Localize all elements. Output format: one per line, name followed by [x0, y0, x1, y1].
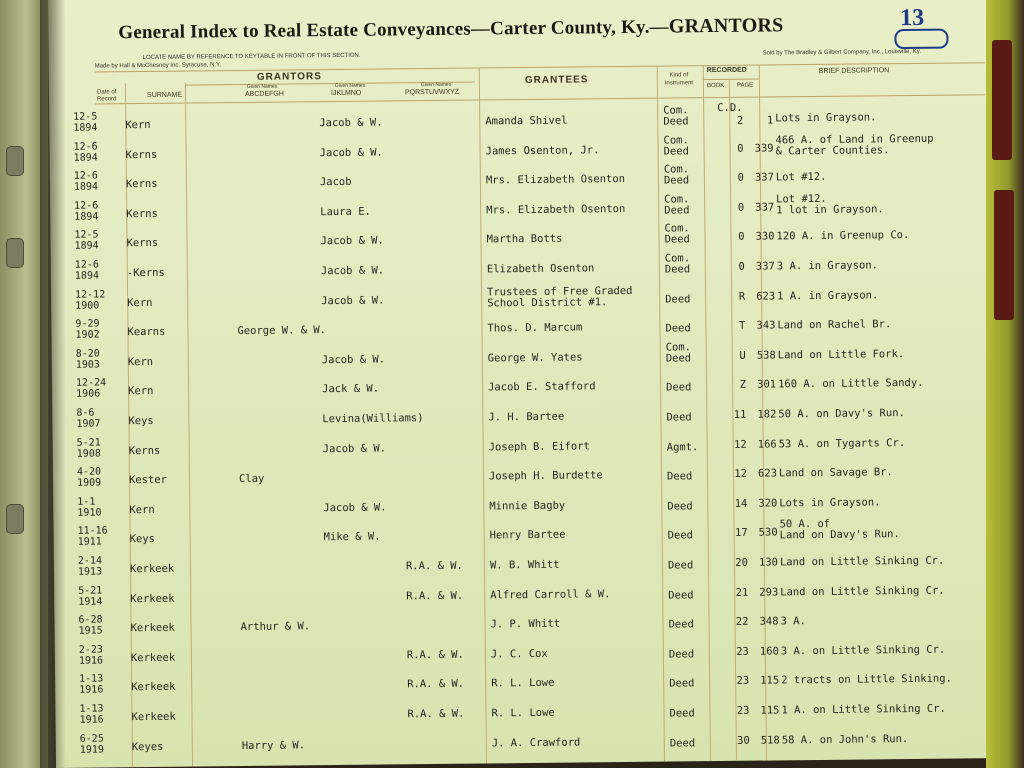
- record-book: 17: [734, 527, 748, 540]
- date-month-day: 12-6: [73, 141, 98, 153]
- brief-description: 120 A. in Greenup Co.: [776, 229, 910, 243]
- grantor-given-i-o: Jacob & W.: [323, 501, 387, 514]
- brief-description: Lots in Grayson.: [775, 111, 877, 125]
- date-month-day: 6-28: [78, 614, 103, 626]
- grantor-surname: -Kerns: [126, 266, 165, 280]
- ledger-page: [48, 0, 996, 768]
- grantor-given-p-z: R.A. & W.: [407, 678, 465, 691]
- date-month-day: 12-6: [74, 200, 99, 212]
- given3-label: Given Names: [420, 81, 452, 89]
- grantee-name: Elizabeth Osenton: [486, 262, 595, 276]
- instrument-kind: Deed: [664, 263, 691, 276]
- brief-description: Land on Little Sinking Cr.: [779, 554, 945, 569]
- instrument-kind: Deed: [668, 588, 694, 602]
- grantee-name: George W. Yates: [487, 351, 583, 365]
- page-title: [118, 14, 783, 44]
- index-tab: [992, 40, 1012, 160]
- grantee-name: J. P. Whitt: [490, 617, 561, 631]
- grantor-surname: Kerns: [126, 237, 159, 250]
- brief-header: BRIEF DESCRIPTION: [818, 67, 890, 75]
- grantee-name: R. L. Lowe: [491, 677, 555, 690]
- grantee-name: Trustees of Free Graded: [487, 284, 633, 299]
- grantor-given-i-o: Jacob & W.: [319, 146, 383, 159]
- right-page-edge: [986, 0, 1024, 768]
- instrument-kind: Deed: [663, 115, 689, 128]
- grantee-name: Minnie Bagby: [489, 499, 566, 513]
- date-year: 1894: [74, 211, 99, 223]
- instrument-prefix: Com.: [664, 252, 691, 265]
- grantee-name-line2: School District #1.: [487, 295, 608, 310]
- date-year: 1914: [78, 596, 103, 608]
- grantor-surname: Kerns: [126, 207, 158, 220]
- grantor-given-i-o: Mike & W.: [323, 530, 381, 544]
- book-header: BOOK: [706, 82, 725, 90]
- brief-description-line2: 1 lot in Grayson.: [776, 203, 884, 217]
- record-page: 166: [757, 437, 777, 451]
- index-tab: [994, 190, 1014, 320]
- instrument-kind: Deed: [667, 559, 694, 572]
- instrument-prefix: Com.: [664, 193, 690, 206]
- record-page: 623: [757, 467, 778, 480]
- record-page: 623: [756, 289, 776, 303]
- brief-description: 3 A. on Little Sinking Cr.: [780, 643, 946, 658]
- record-book: 14: [734, 497, 748, 510]
- date-month-day: 1-13: [79, 703, 104, 715]
- date-month-day: 12-6: [74, 259, 99, 271]
- record-book: 23: [736, 704, 750, 717]
- grantor-surname: Kerns: [128, 444, 161, 457]
- brief-description: Lot #12.: [775, 171, 827, 184]
- grantor-surname: Kern: [125, 118, 151, 132]
- instrument-prefix: Com.: [665, 341, 692, 354]
- record-page: 115: [760, 674, 780, 687]
- instrument-kind: Deed: [667, 500, 693, 513]
- grantor-surname: Keys: [129, 533, 156, 546]
- kind-header: Kind of Instrument: [664, 72, 694, 87]
- brief-description: Land on Little Sinking Cr.: [780, 584, 945, 598]
- record-page: 530: [758, 526, 778, 539]
- date-year: 1916: [79, 684, 104, 697]
- date-month-day: 11-16: [77, 525, 108, 538]
- date-month-day: 12-5: [74, 229, 99, 242]
- record-book: 0: [738, 231, 745, 244]
- date-month-day: 2-23: [78, 644, 103, 656]
- grantee-name: Thos. D. Marcum: [487, 321, 583, 335]
- grantor-given-i-o: Jacob & W.: [321, 353, 386, 366]
- record-page: 293: [759, 585, 779, 599]
- surname-header: SURNAME: [146, 91, 183, 99]
- grantor-surname: Keyes: [131, 740, 164, 753]
- record-page: 337: [755, 260, 775, 273]
- instrument-kind: Deed: [664, 233, 690, 246]
- record-book: 22: [735, 615, 749, 629]
- record-page: 130: [758, 556, 778, 569]
- record-book: 30: [737, 734, 750, 747]
- record-page: 339: [754, 142, 774, 155]
- brief-description: 50 A. on Davy's Run.: [778, 407, 905, 421]
- grantee-name: W. B. Whitt: [489, 558, 560, 572]
- date-year: 1894: [73, 181, 99, 193]
- date-month-day: 12-6: [73, 170, 98, 182]
- grantor-surname: Kern: [127, 296, 153, 309]
- instrument-prefix: Com.: [663, 104, 689, 117]
- record-book: 11: [733, 408, 747, 421]
- date-year: 1902: [75, 329, 100, 341]
- grantor-given-p-z: R.A. & W.: [406, 589, 464, 602]
- grantor-given-a-h: Harry & W.: [241, 738, 306, 752]
- brief-description: 58 A. on John's Run.: [781, 732, 909, 746]
- grantor-surname: Kerkeek: [130, 651, 176, 664]
- grantee-name: R. L. Lowe: [491, 706, 555, 720]
- grantor-surname: Kerkeek: [131, 710, 176, 724]
- given3-header: PQRSTUVWXYZ: [404, 88, 460, 97]
- grantee-name: Henry Bartee: [489, 529, 566, 542]
- date-year: 1913: [77, 566, 103, 578]
- brief-description: 50 A. of: [779, 518, 831, 531]
- date-year: 1909: [77, 477, 102, 489]
- given2-header: IJKLMNO: [330, 89, 362, 98]
- record-book: 23: [736, 675, 750, 688]
- instrument-kind: Deed: [669, 707, 695, 720]
- grantor-surname: Keys: [128, 414, 154, 428]
- page-number-box: [894, 29, 948, 50]
- instrument-kind: Deed: [664, 204, 690, 217]
- brief-description: 3 A.: [780, 615, 806, 628]
- record-page: 348: [759, 615, 779, 628]
- binder-ring: [6, 238, 24, 268]
- grantor-given-a-h: Clay: [238, 472, 265, 486]
- instrument-kind: Deed: [668, 618, 694, 631]
- grantee-name: Mrs. Elizabeth Osenton: [485, 173, 626, 187]
- date-month-day: 5-21: [76, 437, 101, 449]
- spine-shadow: [40, 0, 66, 768]
- recorded-header: RECORDED: [706, 66, 747, 75]
- brief-description: 53 A. on Tygarts Cr.: [778, 436, 906, 450]
- locate-note: LOCATE NAME BY REFERENCE TO KEYTABLE IN FRONT OF THIS SECTION.: [142, 52, 361, 62]
- record-book: T: [739, 319, 746, 332]
- record-page: 538: [756, 349, 776, 362]
- grantor-given-i-o: Levina(Williams): [322, 412, 424, 426]
- grantor-given-i-o: Jacob & W.: [321, 294, 385, 307]
- instrument-kind: Deed: [665, 292, 691, 306]
- date-year: 1911: [77, 536, 102, 549]
- grantee-name: Amanda Shivel: [485, 114, 568, 128]
- grantee-name: Alfred Carroll & W.: [490, 587, 611, 601]
- date-year: 1910: [77, 507, 102, 519]
- date-month-day: 8-6: [76, 407, 95, 419]
- record-page: 1: [766, 114, 774, 127]
- record-book: 23: [736, 645, 749, 658]
- title-keyword: GRANTORS: [668, 14, 784, 38]
- grantor-given-i-o: Jacob: [319, 176, 352, 189]
- instrument-kind: Deed: [665, 352, 692, 365]
- record-page: 343: [756, 319, 776, 332]
- instrument-kind: Deed: [666, 470, 693, 483]
- grantor-surname: Kerns: [125, 178, 158, 191]
- grantee-name: Martha Botts: [486, 233, 563, 246]
- instrument-kind: Deed: [669, 677, 695, 690]
- grantor-surname: Kern: [128, 385, 154, 398]
- grantee-name: Joseph H. Burdette: [488, 469, 603, 483]
- date-year: 1919: [79, 744, 105, 756]
- date-header: Date of Record: [96, 89, 117, 103]
- grantees-header: GRANTEES: [524, 74, 589, 87]
- instrument-prefix: Com.: [664, 222, 690, 235]
- maker-note: Made by Hall & McChesney Inc. Syracuse, N.Y.: [94, 62, 222, 70]
- grantee-name: Mrs. Elizabeth Osenton: [486, 202, 626, 217]
- brief-description-line2: & Carter Counties.: [775, 143, 890, 157]
- record-page: 330: [755, 230, 775, 243]
- binder-ring: [6, 146, 24, 176]
- grantor-surname: Kerns: [125, 148, 158, 161]
- date-month-day: 12-24: [75, 377, 107, 390]
- grantor-surname: Kerkeek: [129, 562, 175, 576]
- brief-description: Land on Rachel Br.: [777, 318, 892, 332]
- binder-ring: [6, 504, 24, 534]
- record-book: R: [738, 290, 746, 303]
- brief-description: Lots in Grayson.: [779, 496, 881, 510]
- grantee-name: Joseph B. Eifort: [488, 439, 590, 454]
- brief-description-line2: Land on Davy's Run.: [779, 528, 900, 542]
- grantor-given-i-o: Jack & W.: [322, 382, 380, 396]
- record-page: 115: [760, 704, 780, 717]
- date-month-day: 1-1: [77, 496, 96, 508]
- grantee-name: James Osenton, Jr.: [485, 143, 600, 158]
- instrument-kind: Deed: [663, 144, 689, 158]
- instrument-prefix: Com.: [663, 133, 689, 147]
- grantor-given-i-o: Laura E.: [320, 205, 371, 218]
- grantor-given-p-z: R.A. & W.: [405, 559, 463, 573]
- grantor-surname: Kern: [129, 503, 155, 516]
- record-book: U: [739, 349, 746, 362]
- date-month-day: 5-21: [78, 585, 103, 597]
- record-book: Z: [739, 379, 747, 392]
- grantor-given-i-o: Jacob & W.: [320, 234, 384, 248]
- grantor-given-a-h: George W. & W.: [237, 324, 327, 338]
- grantor-surname: Kerkeek: [130, 592, 175, 605]
- record-book: 0: [737, 201, 745, 214]
- date-year: 1894: [74, 270, 100, 282]
- grantor-given-i-o: Jacob & W.: [322, 442, 386, 455]
- page-number: 13: [900, 4, 925, 32]
- record-book: 20: [735, 556, 748, 569]
- grantee-name: Jacob E. Stafford: [488, 380, 596, 394]
- record-page: 337: [754, 171, 774, 184]
- grantor-given-a-h: Arthur & W.: [240, 620, 311, 634]
- brief-description: 3 A. in Grayson.: [776, 259, 879, 273]
- instrument-kind: Deed: [668, 648, 695, 661]
- recorded-subrule: [703, 79, 759, 81]
- brief-description: 466 A. of Land in Greenup: [775, 132, 934, 146]
- instrument-kind: Deed: [669, 736, 696, 750]
- grantor-given-p-z: R.A. & W.: [406, 648, 464, 662]
- record-page: 301: [757, 378, 777, 391]
- title-text: General Index to Real Estate Conveyances—Carter County, Ky.—: [118, 16, 669, 44]
- brief-description: Land on Savage Br.: [778, 466, 893, 480]
- grantor-surname: Kerkeek: [131, 681, 176, 694]
- grantor-surname: Kearns: [127, 325, 166, 339]
- instrument-kind: Agmt.: [666, 440, 699, 454]
- brief-description: Land on Little Fork.: [777, 347, 905, 362]
- instrument-kind: Deed: [667, 529, 694, 542]
- date-month-day: 4-20: [76, 466, 102, 478]
- date-month-day: 8-20: [75, 348, 100, 360]
- instrument-kind: Deed: [666, 381, 692, 394]
- grantor-given-p-z: R.A. & W.: [407, 707, 465, 721]
- brief-description: 1 A. on Little Sinking Cr.: [781, 702, 946, 717]
- grantor-given-i-o: Jacob & W.: [320, 264, 385, 278]
- date-month-day: 9-29: [75, 318, 100, 330]
- grantor-surname: Kerkeek: [130, 621, 175, 635]
- record-book: 21: [735, 586, 749, 599]
- date-year: 1900: [75, 300, 100, 312]
- date-year: 1916: [78, 655, 104, 667]
- instrument-kind: Deed: [666, 411, 692, 424]
- record-book: 12: [734, 467, 748, 481]
- record-page: 320: [758, 497, 778, 510]
- page-header: PAGE: [736, 82, 754, 89]
- given1-label: Given Names: [246, 83, 278, 90]
- date-month-day: 6-25: [79, 733, 104, 745]
- instrument-kind: Deed: [665, 322, 691, 335]
- record-page: 337: [755, 201, 775, 214]
- brief-description: Lot #12.: [776, 192, 827, 206]
- date-year: 1916: [79, 714, 104, 726]
- date-year: 1894: [73, 152, 98, 164]
- grantors-header: GRANTORS: [256, 71, 322, 83]
- date-year: 1903: [75, 359, 100, 371]
- date-year: 1908: [76, 448, 101, 460]
- date-month-day: 1-13: [79, 673, 104, 686]
- grantor-surname: Kester: [128, 473, 168, 487]
- record-book: 12: [733, 438, 747, 451]
- record-book: 0: [738, 260, 745, 273]
- given1-header: ABCDEFGH: [244, 90, 284, 98]
- grantee-name: J. A. Crawford: [491, 736, 581, 749]
- grantee-name: J. C. Cox: [490, 647, 548, 661]
- record-book: 2: [736, 114, 744, 127]
- record-page: 518: [760, 733, 780, 747]
- book-series: C.D.: [717, 101, 743, 114]
- given2-label: Given Names: [334, 82, 366, 90]
- brief-description: 1 A. in Grayson.: [777, 288, 879, 302]
- brief-description: 2 tracts on Little Sinking.: [781, 672, 952, 687]
- date-month-day: 12-12: [75, 289, 106, 301]
- record-book: 0: [737, 142, 744, 155]
- seller-note: Sold by The Bradley & Gilbert Company, Inc., Louisville, Ky.: [762, 48, 922, 57]
- date-year: 1906: [76, 388, 101, 401]
- grantor-surname: Kern: [127, 355, 154, 368]
- instrument-prefix: Com.: [663, 163, 690, 176]
- record-page: 182: [757, 408, 777, 421]
- grantee-name: J. H. Bartee: [488, 410, 565, 424]
- brief-description: 160 A. on Little Sandy.: [778, 377, 924, 391]
- date-year: 1894: [73, 122, 98, 134]
- date-month-day: 12-5: [73, 111, 98, 123]
- grantor-given-i-o: Jacob & W.: [319, 116, 383, 130]
- date-month-day: 2-14: [77, 555, 103, 567]
- date-year: 1915: [78, 625, 103, 637]
- instrument-kind: Deed: [663, 174, 690, 187]
- date-year: 1907: [76, 418, 101, 430]
- record-book: 0: [737, 171, 744, 184]
- date-year: 1894: [74, 240, 99, 253]
- record-page: 160: [759, 645, 779, 658]
